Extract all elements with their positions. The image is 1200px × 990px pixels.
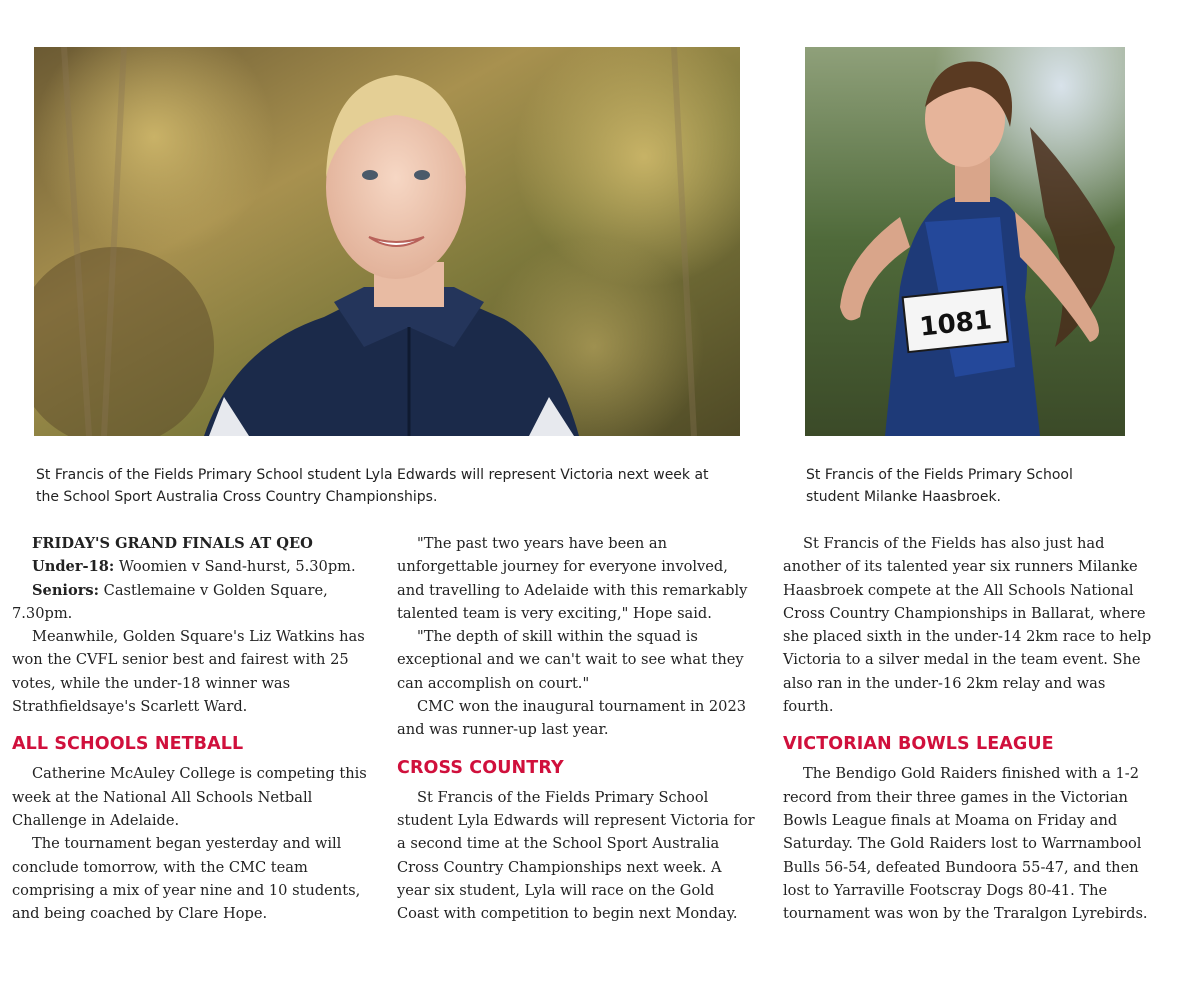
article-column-3 [783,532,1153,925]
paragraph-hope-quote-1: "The past two years have been an unforgettable journey for everyone involved, and travelling to Adelaide with this remarkably talented team is very exciting," Hope said. [397,535,748,622]
paragraph-best-and-fairest: Meanwhile, Golden Square's Liz Watkins has won the CVFL senior best and fairest with 25 votes, while the under-18 winner was Strathfieldsaye's Scarlett Ward. [12,628,365,716]
seniors-result [12,579,372,626]
photo-caption-milanke: St Francis of the Fields Primary School student Milanke Haasbroek. [806,467,1073,505]
under-18-result [12,555,372,578]
section-heading-bowls: VICTORIAN BOWLS LEAGUE [783,734,1054,755]
section-heading-netball: ALL SCHOOLS NETBALL [12,734,244,755]
paragraph-cross-country-milanke: St Francis of the Fields has also just had another of its talented year six runners Milanke Haasbroek compete at the All Schools National Cross Country Championships in Ballarat, where she placed sixth in the under-14 2km race to help Victoria to a silver medal in the team event. She also ran in the under-16 2km relay and was fourth. [783,535,1152,716]
paragraph-netball-1: Catherine McAuley College is competing this week at the National All Schools Netball Challenge in Adelaide. [12,765,367,829]
photo-lyla-edwards [34,47,740,436]
under-18-label: Under-18: [32,558,115,576]
paragraph-hope-quote-2: "The depth of skill within the squad is exceptional and we can't wait to see what they can accomplish on court." [397,628,744,692]
paragraph-cross-country-lyla: St Francis of the Fields Primary School student Lyla Edwards will represent Victoria for a second time at the School Sport Australia Cross Country Championships next week. A year six student, Lyla will race on the Gold Coast with competition to begin next Monday. [397,788,755,923]
paragraph-cmc-history: CMC won the inaugural tournament in 2023 and was runner-up last year. [397,698,747,739]
section-heading-cross-country: CROSS COUNTRY [397,757,564,778]
seniors-label: Seniors: [32,581,100,599]
photo-caption-lyla: St Francis of the Fields Primary School student Lyla Edwards will represent Victoria next week at the School Sport Australia Cross Country Championships. [36,467,709,505]
lyla-photo-illustration [34,47,740,436]
article-column-2 [397,532,757,925]
milanke-photo-illustration [805,47,1125,436]
paragraph-bowls: The Bendigo Gold Raiders finished with a 1-2 record from their three games in the Victorian Bowls League finals at Moama on Friday and Saturday. The Gold Raiders lost to Warrnambool Bulls 56-54, defeated Bundoora 55-47, and then lost to Yarraville Footscray Dogs 80-41. The tournament was won by the Traralgon Lyrebirds. [783,765,1148,923]
photo-milanke-haasbroek [805,47,1125,436]
article-column-1 [12,532,372,925]
paragraph-netball-2: The tournament began yesterday and will conclude tomorrow, with the CMC team comprising a mix of year nine and 10 students, and being coached by Clare Hope. [12,835,361,923]
bib-number-text: 1081 [918,305,994,343]
under-18-text: Woomien v Sand-hurst, 5.30pm. [114,558,356,576]
seniors-text: Castlemaine v Golden Square, 7.30pm. [12,581,328,622]
grand-finals-heading: FRIDAY'S GRAND FINALS AT QEO [32,535,313,552]
